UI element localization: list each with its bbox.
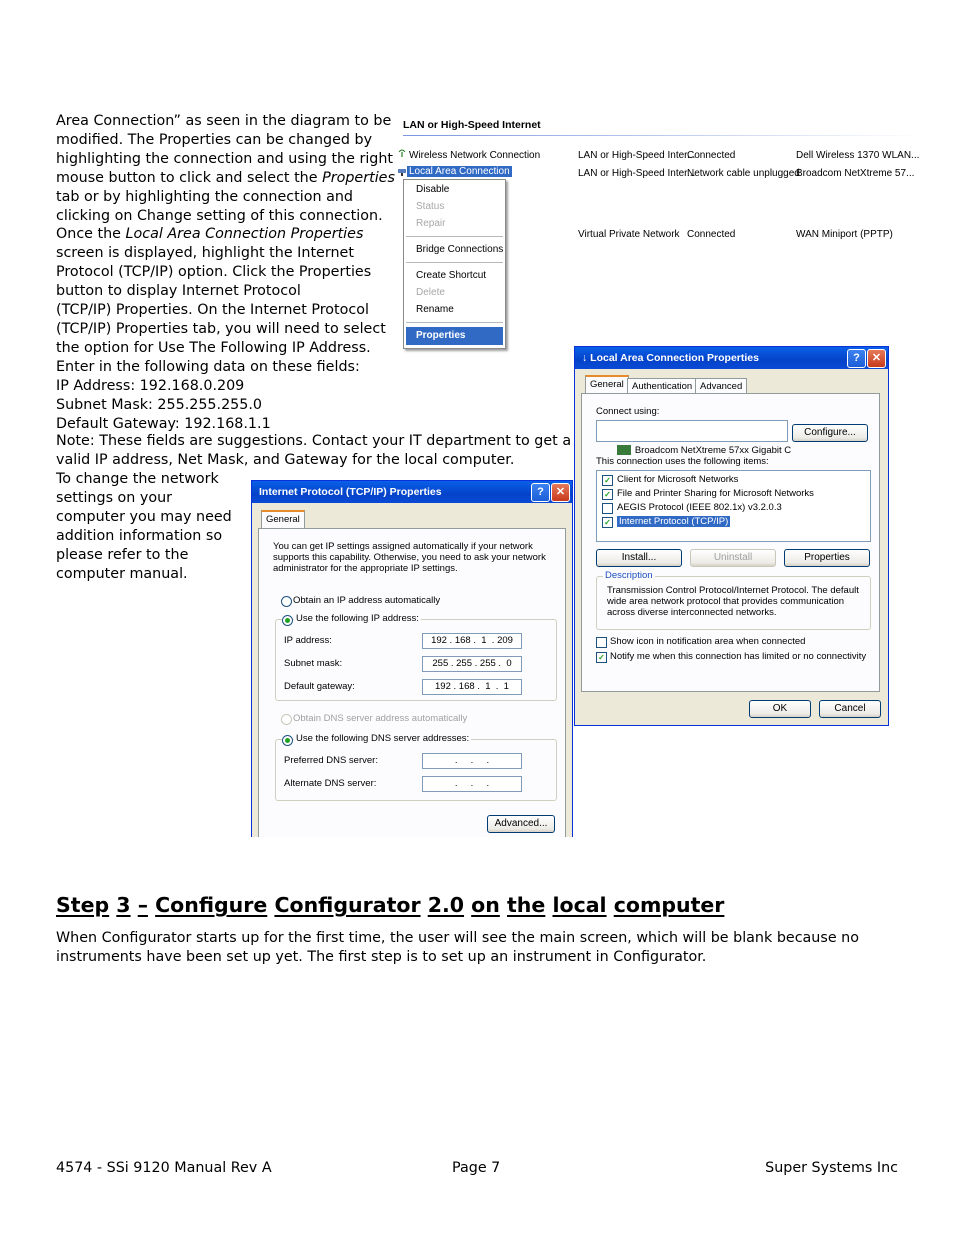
menu-item-create-shortcut[interactable]: Create Shortcut — [416, 270, 487, 281]
side-line: computer you may need — [56, 508, 232, 525]
intro-line: button to display Internet Protocol — [56, 283, 301, 300]
use-dns-radio[interactable] — [282, 735, 293, 746]
intro-line: mouse button to click and select the Properties — [56, 169, 395, 186]
connection-device-local-area: Broadcom NetXtreme 57... — [796, 168, 915, 179]
menu-item-delete[interactable]: Delete — [416, 287, 445, 298]
close-icon[interactable]: ✕ — [867, 349, 886, 368]
connection-type-wireless: LAN or High-Speed Inter... — [578, 150, 696, 161]
subnet-mask-label: Subnet mask: — [284, 658, 343, 669]
notify-label: Notify me when this connection has limited or no connectivity — [610, 651, 867, 662]
description-group — [596, 570, 871, 630]
tcpip-general-page — [258, 528, 566, 837]
heading-word: Step — [56, 893, 110, 917]
side-line: computer manual. — [56, 565, 188, 582]
footer-document-id: 4574 - SSi 9120 Manual Rev A — [56, 1160, 272, 1176]
tab-authentication[interactable]: Authentication — [627, 378, 697, 394]
lac-general-page — [581, 393, 880, 692]
adapter-icon — [617, 445, 631, 455]
intro-line: Enter in the following data on these fields: — [56, 358, 360, 375]
heading-word: 2.0 — [427, 893, 465, 917]
menu-item-status[interactable]: Status — [416, 201, 445, 212]
intro-line: Once the Local Area Connection Properties — [56, 226, 364, 243]
subnet-mask-field[interactable]: 255 . 255 . 255 . 0 — [422, 656, 522, 672]
lac-title: Local Area Connection Properties — [590, 352, 759, 364]
intro-line: screen is displayed, highlight the Internet — [56, 245, 354, 262]
heading-word: local — [552, 893, 607, 917]
obtain-ip-radio[interactable] — [281, 596, 292, 607]
side-line: addition information so — [56, 527, 223, 544]
intro-line: tab or by highlighting the connection and — [56, 188, 353, 205]
menu-separator — [406, 236, 503, 237]
preferred-dns-label: Preferred DNS server: — [284, 755, 378, 766]
help-icon[interactable]: ? — [847, 349, 866, 368]
connection-status-local-area: Network cable unplugged — [687, 168, 800, 179]
menu-item-disable[interactable]: Disable — [416, 184, 450, 195]
use-dns-label: Use the following DNS server addresses: — [296, 733, 470, 744]
tab-general[interactable]: General — [585, 375, 629, 393]
heading-word: computer — [613, 893, 725, 917]
items-label: This connection uses the following items: — [596, 456, 769, 467]
tcpip-intro-text: You can get IP settings assigned automatically if your network supports this capability. Otherwise, you need to ask your network administrator for the appropriate IP settings. — [273, 541, 546, 574]
ip-address-label: IP address: — [284, 635, 332, 646]
side-line: please refer to the — [56, 546, 189, 563]
obtain-dns-radio[interactable] — [281, 714, 292, 725]
step-paragraph — [56, 929, 859, 967]
dns-group — [275, 733, 557, 801]
description-text: Transmission Control Protocol/Internet Protocol. The default wide area network protocol that provides communication across diverse interconnected networks. — [607, 585, 859, 618]
side-paragraph — [56, 470, 232, 583]
connection-name-vpn[interactable]: Virtual Private Network — [578, 229, 680, 240]
obtain-dns-label: Obtain DNS server address automatically — [293, 713, 468, 724]
adapter-name: Broadcom NetXtreme 57xx Gigabit C — [634, 445, 792, 456]
connection-type-local-area: LAN or High-Speed Inter... — [578, 168, 696, 179]
context-menu — [403, 179, 506, 349]
intro-paragraph — [56, 112, 395, 433]
use-ip-radio[interactable] — [282, 615, 293, 626]
footer-page-number: Page 7 — [452, 1160, 501, 1176]
intro-line: Subnet Mask: 255.255.255.0 — [56, 396, 262, 413]
header-divider — [403, 135, 923, 136]
step-text-line: instruments have been set up yet. The first step is to set up an instrument in Configurator. — [56, 948, 707, 965]
heading-word: Configure — [155, 893, 268, 917]
step-heading — [56, 893, 724, 917]
uninstall-button[interactable]: Uninstall — [690, 549, 776, 567]
show-icon-label: Show icon in notification area when connected — [610, 636, 806, 647]
menu-item-properties[interactable]: Properties — [416, 330, 466, 341]
network-cable-icon — [397, 166, 407, 176]
menu-item-bridge-connections[interactable]: Bridge Connections — [416, 244, 504, 255]
tcpip-title: Internet Protocol (TCP/IP) Properties — [259, 486, 442, 498]
intro-line: (TCP/IP) Properties tab, you will need to select — [56, 320, 386, 337]
heading-word: 3 — [116, 893, 131, 917]
lac-title-bar: ↓ Local Area Connection Properties ? ✕ — [575, 347, 888, 369]
ip-address-field[interactable]: 192 . 168 . 1 . 209 — [422, 633, 522, 649]
notify-checkbox[interactable]: ✓ — [596, 652, 607, 663]
panel-group-header: LAN or High-Speed Internet — [403, 119, 541, 131]
item-client-ms-networks[interactable]: Client for Microsoft Networks — [617, 474, 739, 485]
intro-line: clicking on Change setting of this connection. — [56, 207, 383, 224]
side-line: To change the network — [56, 471, 219, 487]
items-list — [596, 470, 871, 542]
menu-item-rename[interactable]: Rename — [416, 304, 454, 315]
connection-name-local-area[interactable]: Local Area Connection — [409, 166, 510, 177]
tcpip-title-bar — [252, 481, 572, 503]
intro-line: the option for Use The Following IP Address. — [56, 339, 371, 356]
tcpip-properties-window — [251, 480, 573, 837]
connection-device-vpn: WAN Miniport (PPTP) — [796, 229, 893, 240]
item-aegis-protocol[interactable]: AEGIS Protocol (IEEE 802.1x) v3.2.0.3 — [617, 502, 782, 513]
menu-separator — [406, 322, 503, 323]
heading-word: on — [471, 893, 500, 917]
properties-button[interactable]: Properties — [784, 549, 870, 567]
item-checkbox[interactable]: ✓ — [602, 475, 613, 486]
ip-group — [275, 613, 557, 701]
close-icon[interactable]: ✕ — [551, 483, 570, 502]
connection-status-wireless: Connected — [687, 150, 736, 161]
item-checkbox[interactable]: ✓ — [602, 489, 613, 500]
lac-properties-window — [574, 346, 889, 726]
side-line: settings on your — [56, 489, 173, 506]
note-paragraph — [56, 432, 571, 470]
item-internet-protocol[interactable]: Internet Protocol (TCP/IP) — [619, 516, 729, 527]
wireless-icon — [397, 148, 407, 158]
menu-separator — [406, 262, 503, 263]
tab-advanced[interactable]: Advanced — [695, 378, 747, 394]
item-checkbox[interactable]: ✓ — [602, 517, 613, 528]
alternate-dns-label: Alternate DNS server: — [284, 778, 377, 789]
preferred-dns-field[interactable]: . . . — [422, 753, 522, 769]
intro-line: modified. The Properties can be changed by — [56, 131, 373, 148]
default-gateway-label: Default gateway: — [284, 681, 355, 692]
connection-device-wireless: Dell Wireless 1370 WLAN... — [796, 150, 920, 161]
intro-line: highlighting the connection and using the right — [56, 150, 394, 167]
use-ip-label: Use the following IP address: — [296, 613, 419, 624]
description-label: Description — [605, 570, 653, 581]
heading-word: Configurator — [274, 893, 421, 917]
footer-company: Super Systems Inc — [765, 1160, 898, 1176]
heading-word: the — [507, 893, 546, 917]
intro-line: IP Address: 192.168.0.209 — [56, 377, 245, 394]
item-checkbox[interactable] — [602, 503, 613, 514]
intro-line: Protocol (TCP/IP) option. Click the Properties — [56, 264, 372, 281]
heading-word: – — [137, 893, 148, 917]
tab-general[interactable]: General — [261, 510, 305, 528]
connection-name-wireless[interactable]: Wireless Network Connection — [409, 150, 541, 161]
step-text-line: When Configurator starts up for the first time, the user will see the main screen, which will be blank because no — [56, 930, 859, 946]
intro-line: (TCP/IP) Properties. On the Internet Protocol — [56, 302, 369, 319]
menu-item-repair[interactable]: Repair — [416, 218, 446, 229]
network-connections-panel — [393, 113, 920, 353]
intro-line: Default Gateway: 192.168.1.1 — [56, 415, 271, 432]
default-gateway-field[interactable]: 192 . 168 . 1 . 1 — [422, 679, 522, 695]
install-button[interactable]: Install... — [596, 549, 682, 567]
connection-status-vpn: Connected — [687, 229, 736, 240]
obtain-ip-label: Obtain an IP address automatically — [293, 595, 441, 606]
intro-line: Area Connection” as seen in the diagram to be — [56, 113, 392, 129]
help-icon[interactable]: ? — [531, 483, 550, 502]
note-line: valid IP address, Net Mask, and Gateway for the local computer. — [56, 451, 515, 468]
cancel-button[interactable]: Cancel — [819, 700, 881, 718]
adapter-field — [596, 420, 792, 456]
configure-button[interactable]: Configure... — [792, 424, 868, 442]
ok-button[interactable]: OK — [749, 700, 811, 718]
item-file-printer-sharing[interactable]: File and Printer Sharing for Microsoft Networks — [617, 488, 814, 499]
show-icon-checkbox[interactable] — [596, 637, 607, 648]
advanced-button[interactable]: Advanced... — [487, 815, 555, 833]
connect-using-label: Connect using: — [596, 406, 660, 417]
alternate-dns-field[interactable]: . . . — [422, 776, 522, 792]
note-line: Note: These fields are suggestions. Contact your IT department to get a — [56, 433, 572, 449]
